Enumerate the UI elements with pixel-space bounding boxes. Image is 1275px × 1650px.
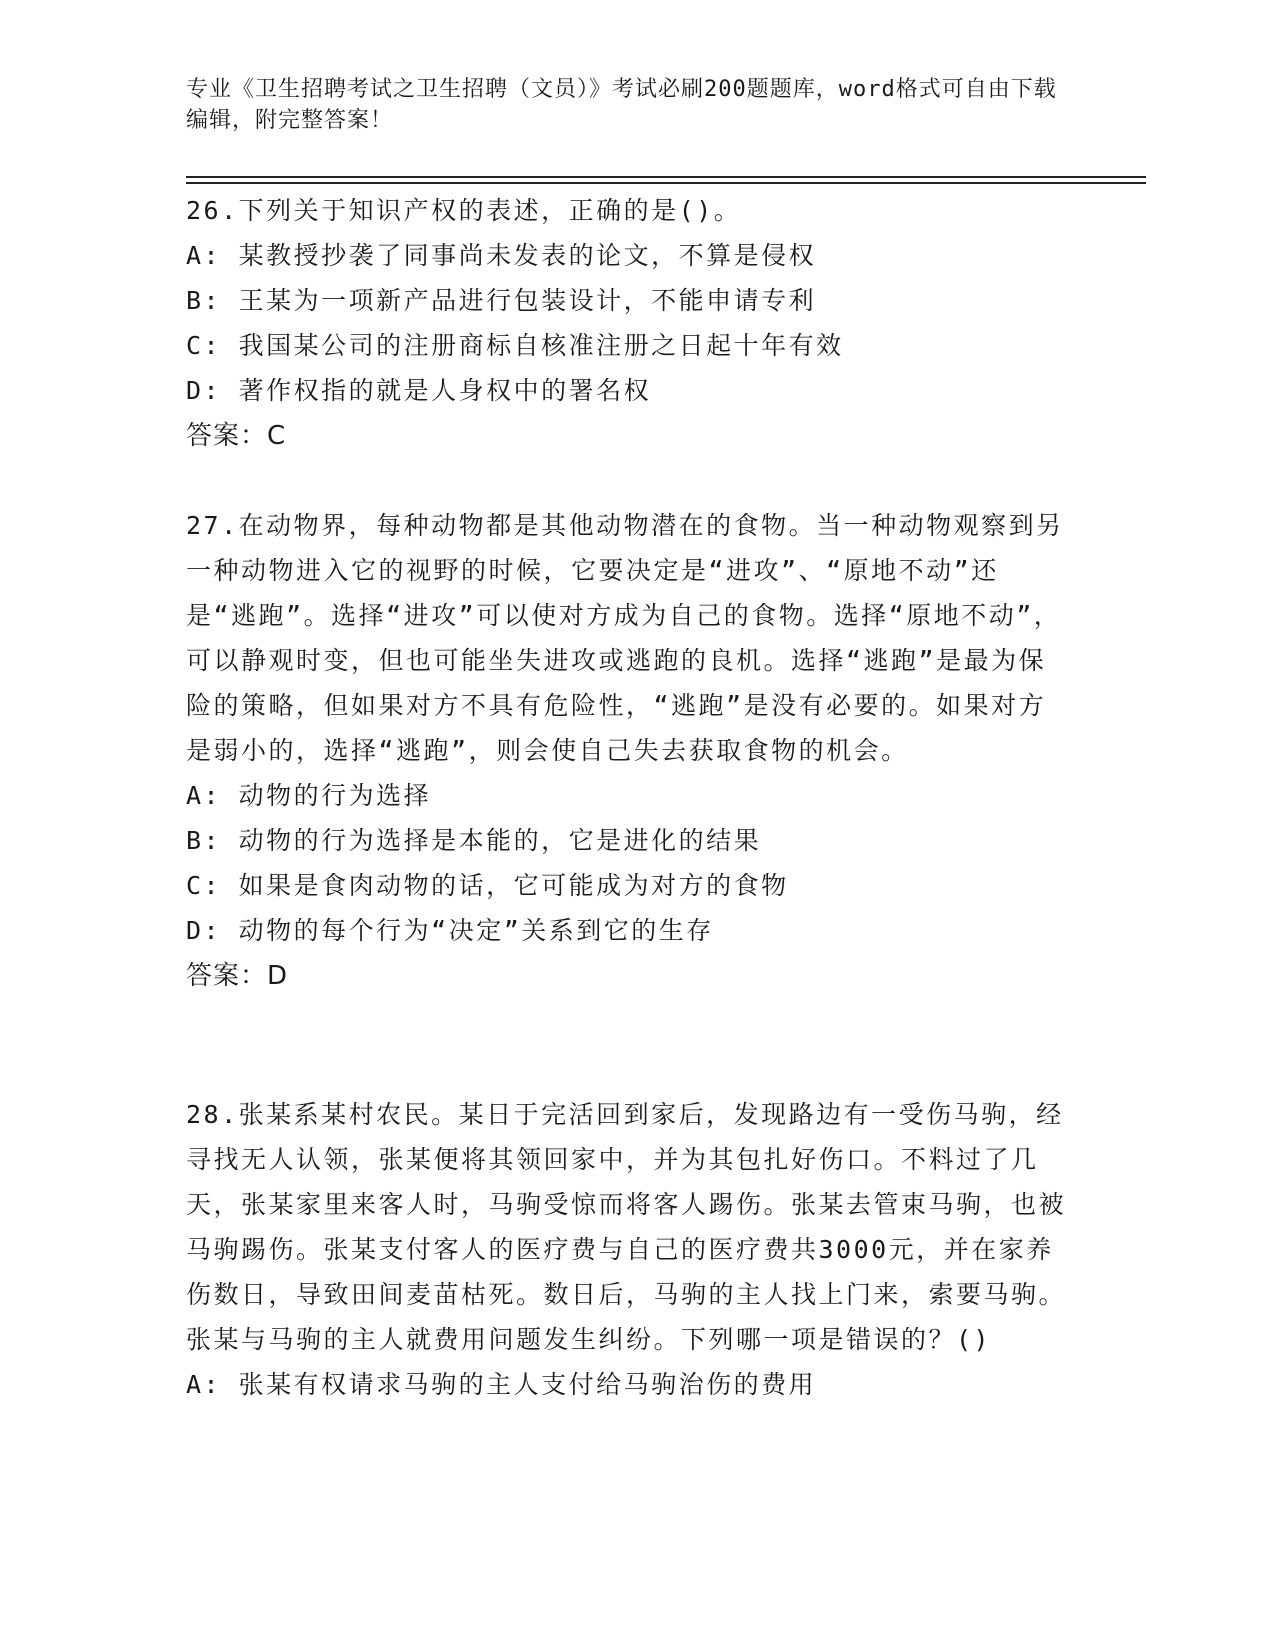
option-d: D: 动物的每个行为“决定”关系到它的生存: [186, 916, 714, 945]
option-b: B: 王某为一项新产品进行包装设计，不能申请专利: [186, 286, 817, 315]
question-text: 张某系某村农民。某日于完活回到家后，发现路边有一受伤马驹，经寻找无人认领，张某便将其领回家中，并为其包扎好伤口。不料过了几天，张某家里来客人时，马驹受惊而将客人踢伤。张某去管束马驹，也被马驹踢伤。张某支付客人的医疗费与自己的医疗费共3000元，并在家养伤数日，导致田间麦苗枯死。数日后，马驹的主人找上门来，索要马驹。张某与马驹的主人就费用问题发生纠纷。下列哪一项是错误的？(): [186, 1100, 1067, 1354]
option-d: D: 著作权指的就是人身权中的署名权: [186, 376, 652, 405]
question-text: 下列关于知识产权的表述，正确的是()。: [238, 196, 742, 225]
question-number: 27.: [186, 511, 239, 540]
question-27: [186, 503, 1066, 999]
page-header: 专业《卫生招聘考试之卫生招聘（文员）》考试必刷200题题库，word格式可自由下载编辑，附完整答案！: [186, 77, 1057, 133]
question-number: 28.: [186, 1100, 239, 1129]
question-28: [186, 1092, 1066, 1407]
question-stem: [186, 503, 1066, 773]
answer: 答案：C: [186, 421, 287, 451]
option-c: C: 我国某公司的注册商标自核准注册之日起十年有效: [186, 331, 844, 360]
option-a: A: 某教授抄袭了同事尚未发表的论文，不算是侵权: [186, 241, 817, 270]
question-26: [186, 188, 1066, 459]
option-b: B: 动物的行为选择是本能的，它是进化的结果: [186, 826, 762, 855]
question-text: 在动物界，每种动物都是其他动物潜在的食物。当一种动物观察到另一种动物进入它的视野的时候，它要决定是“进攻”、“原地不动”还是“逃跑”。选择“进攻”可以使对方成为自己的食物。选择“原地不动”，可以静观时变，但也可能坐失进攻或逃跑的良机。选择“逃跑”是最为保险的策略，但如果对方不具有危险性，“逃跑”是没有必要的。如果对方是弱小的，选择“逃跑”，则会使自己失去获取食物的机会。: [186, 511, 1064, 765]
question-stem: [186, 188, 1066, 233]
question-stem: [186, 1092, 1066, 1362]
header-divider-bottom: [186, 182, 1146, 184]
option-c: C: 如果是食肉动物的话，它可能成为对方的食物: [186, 871, 789, 900]
option-a: A: 动物的行为选择: [186, 781, 432, 810]
answer: 答案：D: [186, 961, 289, 991]
header-divider-top: [186, 176, 1146, 178]
option-a: A: 张某有权请求马驹的主人支付给马驹治伤的费用: [186, 1370, 817, 1399]
question-number: 26.: [186, 196, 239, 225]
